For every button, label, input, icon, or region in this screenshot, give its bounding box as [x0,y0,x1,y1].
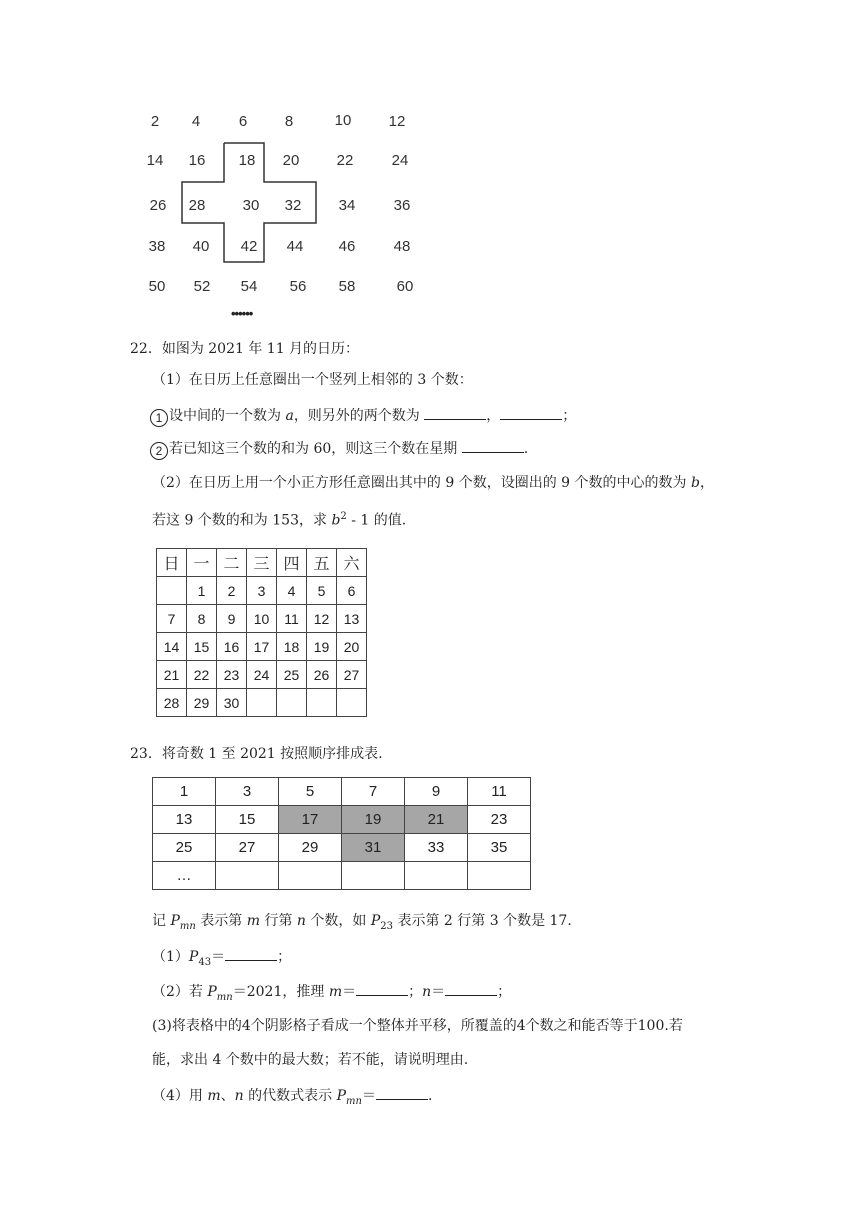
calendar-day: 3 [247,577,277,605]
calendar-day: 4 [277,577,307,605]
calendar-day: 12 [307,605,337,633]
odd-table-cell [279,862,342,890]
answer-blank[interactable] [462,438,524,453]
grid-number: 38 [148,238,166,255]
calendar-day: 22 [187,661,217,689]
q22-stem: 22．如图为 2021 年 11 月的日历： [130,341,360,357]
weekday-header: 五 [307,549,337,577]
calendar-day: 19 [307,633,337,661]
calendar-week-row [157,689,367,717]
answer-blank[interactable] [356,981,408,996]
weekday-header: 日 [157,549,187,577]
calendar-day: 27 [337,661,367,689]
grid-number: 50 [148,278,166,295]
calendar-day: 6 [337,577,367,605]
q23-part2: （2）若 $P_{mn}=2021$，推理 m＝ ；n＝ ； [152,981,511,1008]
q23-part1: $(1)P_{43}=$ ； [152,946,291,973]
calendar-day: 15 [187,633,217,661]
grid-number: 2 [150,113,160,130]
calendar-day: 21 [157,661,187,689]
calendar-day: 28 [157,689,187,717]
odd-table-cell: 7 [342,778,405,806]
grid-number: 16 [188,152,206,169]
grid-number: 28 [188,197,206,214]
odd-table-row [153,862,531,890]
odd-table-cell: 15 [216,806,279,834]
calendar-day: 16 [217,633,247,661]
calendar-day: 18 [277,633,307,661]
q22-part1a: 1 设中间的一个数为 a，则另外的两个数为 ， ； [150,405,576,427]
odd-number-table [152,777,531,890]
q23-note: 记 $P_{mn}$ 表示第 m 行第 n 个数，如 $P_{23}$ 表示第 2 行第 3 个数是 17. [152,913,572,932]
odd-table-cell [405,862,468,890]
shaded-cell: 17 [279,806,342,834]
grid-number: 48 [393,238,411,255]
calendar-day [307,689,337,717]
grid-number: 40 [192,238,210,255]
calendar-day: 20 [337,633,367,661]
calendar-day: 30 [217,689,247,717]
grid-number: 58 [338,278,356,295]
odd-table-cell [342,862,405,890]
calendar-week-row [157,661,367,689]
grid-number: 56 [289,278,307,295]
calendar-day: 10 [247,605,277,633]
shaded-cell: 21 [405,806,468,834]
grid-number: 22 [336,152,354,169]
calendar-week-row [157,605,367,633]
grid-number: 12 [388,113,406,130]
circled-number-1: 1 [150,409,168,427]
grid-number: 46 [338,238,356,255]
calendar-day: 5 [307,577,337,605]
answer-blank[interactable] [376,1085,428,1100]
grid-number: 54 [240,278,258,295]
shaded-cell: 19 [342,806,405,834]
grid-number: 10 [334,112,352,129]
grid-number: 32 [284,197,302,214]
grid-number: 52 [193,278,211,295]
odd-table-cell: 9 [405,778,468,806]
odd-table-cell: 29 [279,834,342,862]
calendar-day [157,577,187,605]
calendar-day: 17 [247,633,277,661]
grid-number: 42 [240,238,258,255]
q23-part3-line1: (3)将表格中的4个阴影格子看成一个整体并平移，所覆盖的4个数之和能否等于100.若 [152,1018,683,1034]
weekday-header: 一 [187,549,217,577]
grid-number: 6 [238,113,248,130]
grid-number: 18 [238,152,256,169]
odd-table-cell: 25 [153,834,216,862]
grid-number: 26 [149,197,167,214]
calendar-day [277,689,307,717]
answer-blank[interactable] [225,946,277,961]
calendar-day: 9 [217,605,247,633]
calendar-day: 11 [277,605,307,633]
odd-table-cell [216,862,279,890]
odd-table-cell: 5 [279,778,342,806]
grid-number: 24 [391,152,409,169]
calendar-day: 25 [277,661,307,689]
q23-stem: 23．将奇数 1 至 2021 按照顺序排成表. [130,746,383,762]
calendar-day: 7 [157,605,187,633]
calendar-day: 29 [187,689,217,717]
weekday-header: 三 [247,549,277,577]
q23-part3-line2: 能，求出 4 个数中的最大数；若不能，请说明理由. [152,1052,469,1068]
odd-table-cell: 23 [468,806,531,834]
grid-number: 30 [242,197,260,214]
answer-blank[interactable] [445,981,497,996]
grid-number: 60 [396,278,414,295]
calendar-day: 13 [337,605,367,633]
calendar-day: 23 [217,661,247,689]
weekday-header: 四 [277,549,307,577]
calendar-header-row [157,549,367,577]
q22-part2-line2: 若这 9 个数的和为 153，求 $b^2 - 1$ 的值. [152,511,407,529]
calendar-day: 14 [157,633,187,661]
calendar-week-row [157,633,367,661]
q22-part1b: 2 若已知这三个数的和为 60，则这三个数在星期 . [150,438,528,460]
shaded-cell: 31 [342,834,405,862]
cross-outline [0,0,860,330]
answer-blank[interactable] [500,405,562,420]
grid-number: 14 [146,152,164,169]
odd-table-cell: 27 [216,834,279,862]
grid-number: 8 [284,113,294,130]
circled-number-2: 2 [150,442,168,460]
odd-table-cell: 33 [405,834,468,862]
grid-number: 44 [286,238,304,255]
calendar-day: 1 [187,577,217,605]
calendar-day: 24 [247,661,277,689]
q23-part4: （4）用 m、n 的代数式表示 $P_{mn}=$ . [152,1085,432,1112]
calendar-day: 2 [217,577,247,605]
calendar-day [247,689,277,717]
odd-table-cell: 3 [216,778,279,806]
odd-table-cell [468,862,531,890]
weekday-header: 六 [337,549,367,577]
grid-number: 20 [282,152,300,169]
weekday-header: 二 [217,549,247,577]
odd-table-cell: 11 [468,778,531,806]
calendar-day: 26 [307,661,337,689]
odd-table-row [153,806,531,834]
odd-table-row [153,778,531,806]
calendar-day [337,689,367,717]
calendar-day: 8 [187,605,217,633]
calendar-table [156,548,367,717]
odd-table-cell: 35 [468,834,531,862]
odd-table-row [153,834,531,862]
odd-table-cell: 1 [153,778,216,806]
q22-part2-line1: （2）在日历上用一个小正方形任意圈出其中的 9 个数，设圈出的 9 个数的中心的数为 b， [152,475,714,491]
grid-number: 4 [191,113,201,130]
odd-table-cell: 13 [153,806,216,834]
odd-table-cell: … [153,862,216,890]
grid-ellipsis: •••••• [231,306,253,321]
q22-part1: （1）在日历上任意圈出一个竖列上相邻的 3 个数： [152,372,473,388]
calendar-week-row [157,577,367,605]
answer-blank[interactable] [424,405,486,420]
grid-number: 34 [338,197,356,214]
grid-number: 36 [393,197,411,214]
